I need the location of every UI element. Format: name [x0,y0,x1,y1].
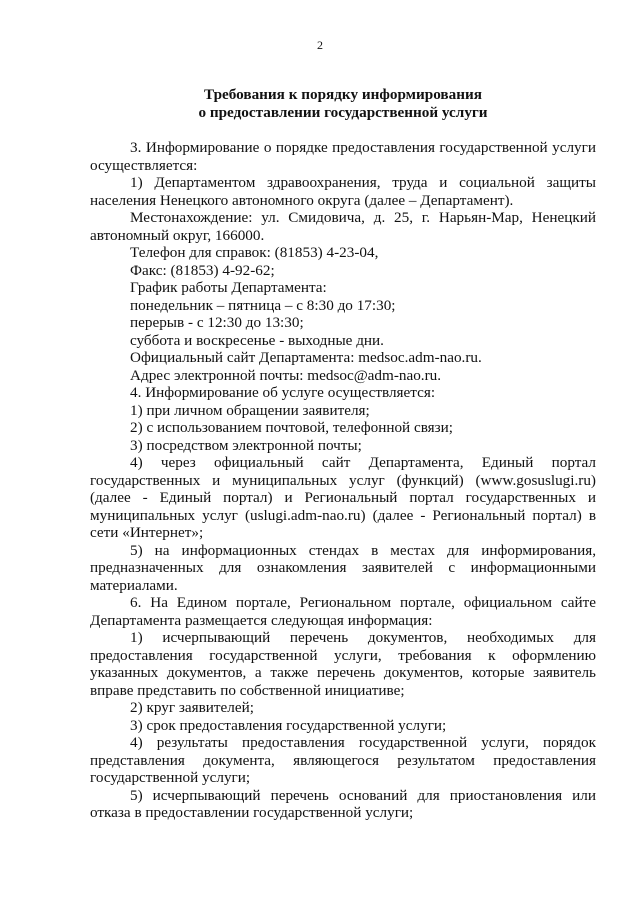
paragraph: перерыв - с 12:30 до 13:30; [130,314,304,331]
paragraph: 4. Информирование об услуге осуществляется: [130,384,436,401]
paragraph: 5) исчерпывающий перечень оснований для приостановления или отказа в предоставлении государственной услуги; [90,786,596,821]
section-heading [90,86,596,122]
paragraph: 1) при личном обращении заявителя; [130,401,370,419]
paragraph: 2) круг заявителей; [130,699,254,716]
document-body [90,139,596,822]
paragraph: 2) с использованием почтовой, телефонной связи; [130,419,454,436]
paragraph: Адрес электронной почты: medsoc@adm-nao.ru. [130,366,442,384]
paragraph: 3) срок предоставления государственной услуги; [130,716,447,734]
paragraph: Телефон для справок: (81853) 4-23-04, [130,244,379,261]
paragraph: График работы Департамента: [130,279,327,296]
page-number: 2 [317,38,323,52]
paragraph: суббота и воскресенье - выходные дни. [130,331,384,349]
paragraph: 1) Департаментом здравоохранения, труда и социальной защиты населения Ненецкого автономного округа (далее – Департамент). [90,174,596,209]
paragraph: 3) посредством электронной почты; [130,436,362,454]
paragraph: 4) результаты предоставления государственной услуги, порядок представления документа, являющегося результатом предоставления государственной услуги; [90,734,596,786]
paragraph: 4) через официальный сайт Департамента, Единый портал государственных и муниципальных услуг (функций) (www.gosuslugi.ru) (далее - Единый портал) и Региональный портал государственных и муниципальных услуг (uslugi.adm-nao.ru) (далее - Региональный портал) в сети «Интернет»; [90,454,596,541]
paragraph: Официальный сайт Департамента: medsoc.adm-nao.ru. [130,349,482,366]
paragraph: 6. На Едином портале, Региональном портале, официальном сайте Департамента размещается следующая информация: [90,594,596,629]
paragraph: 5) на информационных стендах в местах для информирования, предназначенных для ознакомления заявителей с информационными материалами. [90,541,596,594]
paragraph: 1) исчерпывающий перечень документов, необходимых для предоставления государственной услуги, требования к оформлению указанных документов, а также перечень документов, которые заявитель вправе представить по собственной инициативе; [90,629,596,699]
heading-line-1: Требования к порядку информирования [204,86,482,103]
paragraph: Факс: (81853) 4-92-62; [130,261,275,279]
paragraph: понедельник – пятница – с 8:30 до 17:30; [130,296,396,314]
heading-line-2: о предоставлении государственной услуги [198,104,488,121]
paragraph: Местонахождение: ул. Смидовича, д. 25, г. Нарьян-Мар, Ненецкий автономный округ, 166000. [90,209,596,244]
paragraph: 3. Информирование о порядке предоставления государственной услуги осуществляется: [90,139,596,174]
